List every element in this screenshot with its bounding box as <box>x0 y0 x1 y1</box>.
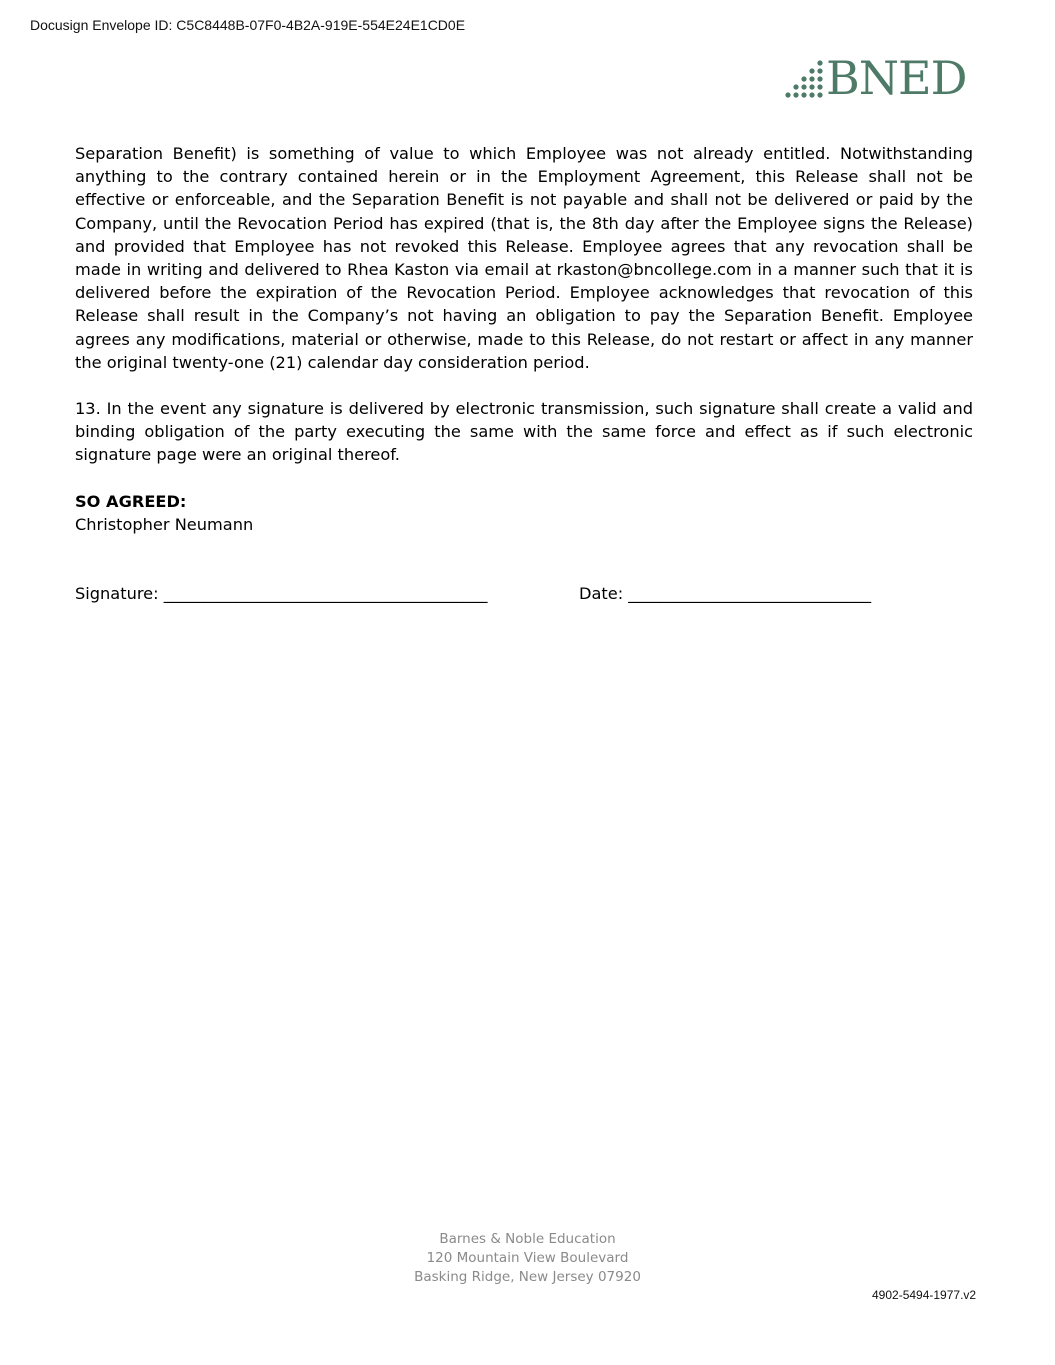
footer-city: Basking Ridge, New Jersey 07920 <box>414 1269 641 1285</box>
envelope-id: Docusign Envelope ID: C5C8448B-07F0-4B2A-919E-554E24E1CD0E <box>30 17 466 33</box>
paragraph-13: 13. In the event any signature is delivered by electronic transmission, such signature shall create a valid and binding obligation of the party executing the same with the same force and effect as if such electronic signature page were an original thereof. <box>75 399 973 465</box>
signature-field[interactable]: Signature: ________________________________________ <box>75 584 488 604</box>
document-number: 4902-5494-1977.v2 <box>872 1288 977 1302</box>
logo-dots-icon <box>784 60 824 100</box>
date-field[interactable]: Date: ______________________________ <box>579 584 872 604</box>
signature-row <box>75 582 973 605</box>
footer-street: 120 Mountain View Boulevard <box>426 1250 629 1266</box>
paragraph-revocation: Separation Benefit) is something of value to which Employee was not already entitled. Notwithstanding anything to the contrary contained herein or in the Employment Agreement, this Release shall not be effective or enforceable, and the Separation Benefit is not payable and shall not be delivered or paid by the Company, until the Revocation Period has expired (that is, the 8th day after the Employee signs the Release) and provided that Employee has not revoked this Release. Employee agrees that any revocation shall be made in writing and delivered to Rhea Kaston via email at rkaston@bncollege.com in a manner such that it is delivered before the expiration of the Revocation Period. Employee acknowledges that revocation of this Release shall result in the Company’s not having an obligation to pay the Separation Benefit. Employee agrees any modifications, material or otherwise, made to this Release, do not restart or affect in any manner the original twenty-one (21) calendar day consideration period. <box>75 144 973 372</box>
logo-text: BNED <box>826 51 967 105</box>
footer-company: Barnes & Noble Education <box>439 1231 616 1247</box>
bned-logo <box>784 51 976 105</box>
so-agreed-heading: SO AGREED: <box>75 491 187 511</box>
document-body <box>75 142 973 605</box>
footer-address <box>0 1230 1055 1287</box>
signer-name: Christopher Neumann <box>75 514 254 534</box>
